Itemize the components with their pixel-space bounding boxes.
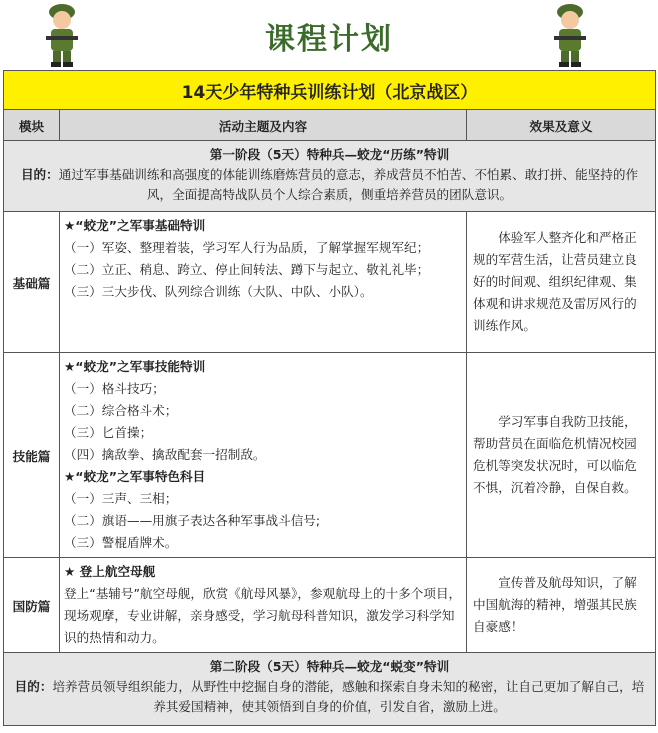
column-header-content: 活动主题及内容 [60,110,467,141]
effect-cell: 学习军事自我防卫技能，帮助营员在面临危机情况校园危机等突发状况时，可以临危不惧，沉着冷静，自保自救。 [467,353,656,558]
content-line: （三）匕首操； [64,425,153,440]
phase-1-goal [10,165,649,205]
content-line: （一）军姿、整理着装，学习军人行为品质，了解掌握军规军纪； [64,240,430,255]
table-row [4,353,656,558]
content-line: （二）立正、稍息、跨立、停止间转法、蹲下与起立、敬礼礼毕； [64,262,430,277]
content-line: （三）三大步伐、队列综合训练（大队、中队、小队）。 [64,284,373,299]
content-line: 登上“基辅号”航空母舰，欣赏《航母风暴》，参观航母上的十多个项目，现场观摩，专业讲解，亲身感受，学习航母科普知识，激发学习科学知识的热情和动力。 [64,586,462,645]
column-header-effect: 效果及意义 [467,110,656,141]
table-row [4,212,656,353]
column-header-module: 模块 [4,110,60,141]
phase-2-title: 第二阶段（5天）特种兵—蛟龙“蜕变”特训 [209,659,450,674]
soldier-icon [550,2,590,68]
content-heading: ★ 登上航空母舰 [64,564,156,579]
content-heading: ★“蛟龙”之军事基础特训 [64,218,206,233]
content-line: （二）综合格斗术； [64,403,178,418]
table-row [4,558,656,653]
phase-1-goal-label: 目的： [20,167,59,182]
phase-2-goal-label: 目的： [14,679,53,694]
content-line: （一）格斗技巧； [64,381,165,396]
content-line: （一）三声、三相； [64,491,178,506]
module-cell: 技能篇 [4,353,60,558]
content-line: （二）旗语——用旗子表达各种军事战斗信号; [64,513,321,528]
plan-table [3,70,656,726]
module-cell: 基础篇 [4,212,60,353]
content-cell [60,353,467,558]
column-header-row [4,110,656,141]
content-line: （四）擒敌拳、擒敌配套一招制敌。 [64,447,266,462]
phase-2-goal [10,677,649,717]
header [0,0,658,70]
content-heading: ★“蛟龙”之军事特色科目 [64,469,206,484]
effect-cell: 体验军人整齐化和严格正规的军营生活，让营员建立良好的时间观、组织纪律观、集体观和讲求规范及雷厉风行的训练作风。 [467,212,656,353]
phase-1-title: 第一阶段（5天）特种兵—蛟龙“历练”特训 [209,147,450,162]
phase-1-block [4,141,656,212]
plan-title: 14天少年特种兵训练计划（北京战区） [4,71,656,110]
content-line: （三）警棍盾牌术。 [64,535,178,550]
content-heading: ★“蛟龙”之军事技能特训 [64,359,206,374]
effect-cell: 宣传普及航母知识，了解中国航海的精神，增强其民族自豪感！ [467,558,656,653]
module-cell: 国防篇 [4,558,60,653]
page-title: 课程计划 [265,22,393,57]
phase-2-goal-text: 培养营员领导组织能力，从野性中挖掘自身的潜能，感触和探索自身未知的秘密，让自己更加了解自己，培养其爱国精神，使其领悟到自身的价值，引发自省，激励上进。 [52,679,645,714]
content-cell [60,558,467,653]
phase-2-block [4,653,656,726]
phase-1-goal-text: 通过军事基础训练和高强度的体能训练磨炼营员的意志，养成营员不怕苦、不怕累、敢打拼、能坚持的作风，全面提高特战队员个人综合素质，侧重培养营员的团队意识。 [58,167,639,202]
content-cell [60,212,467,353]
